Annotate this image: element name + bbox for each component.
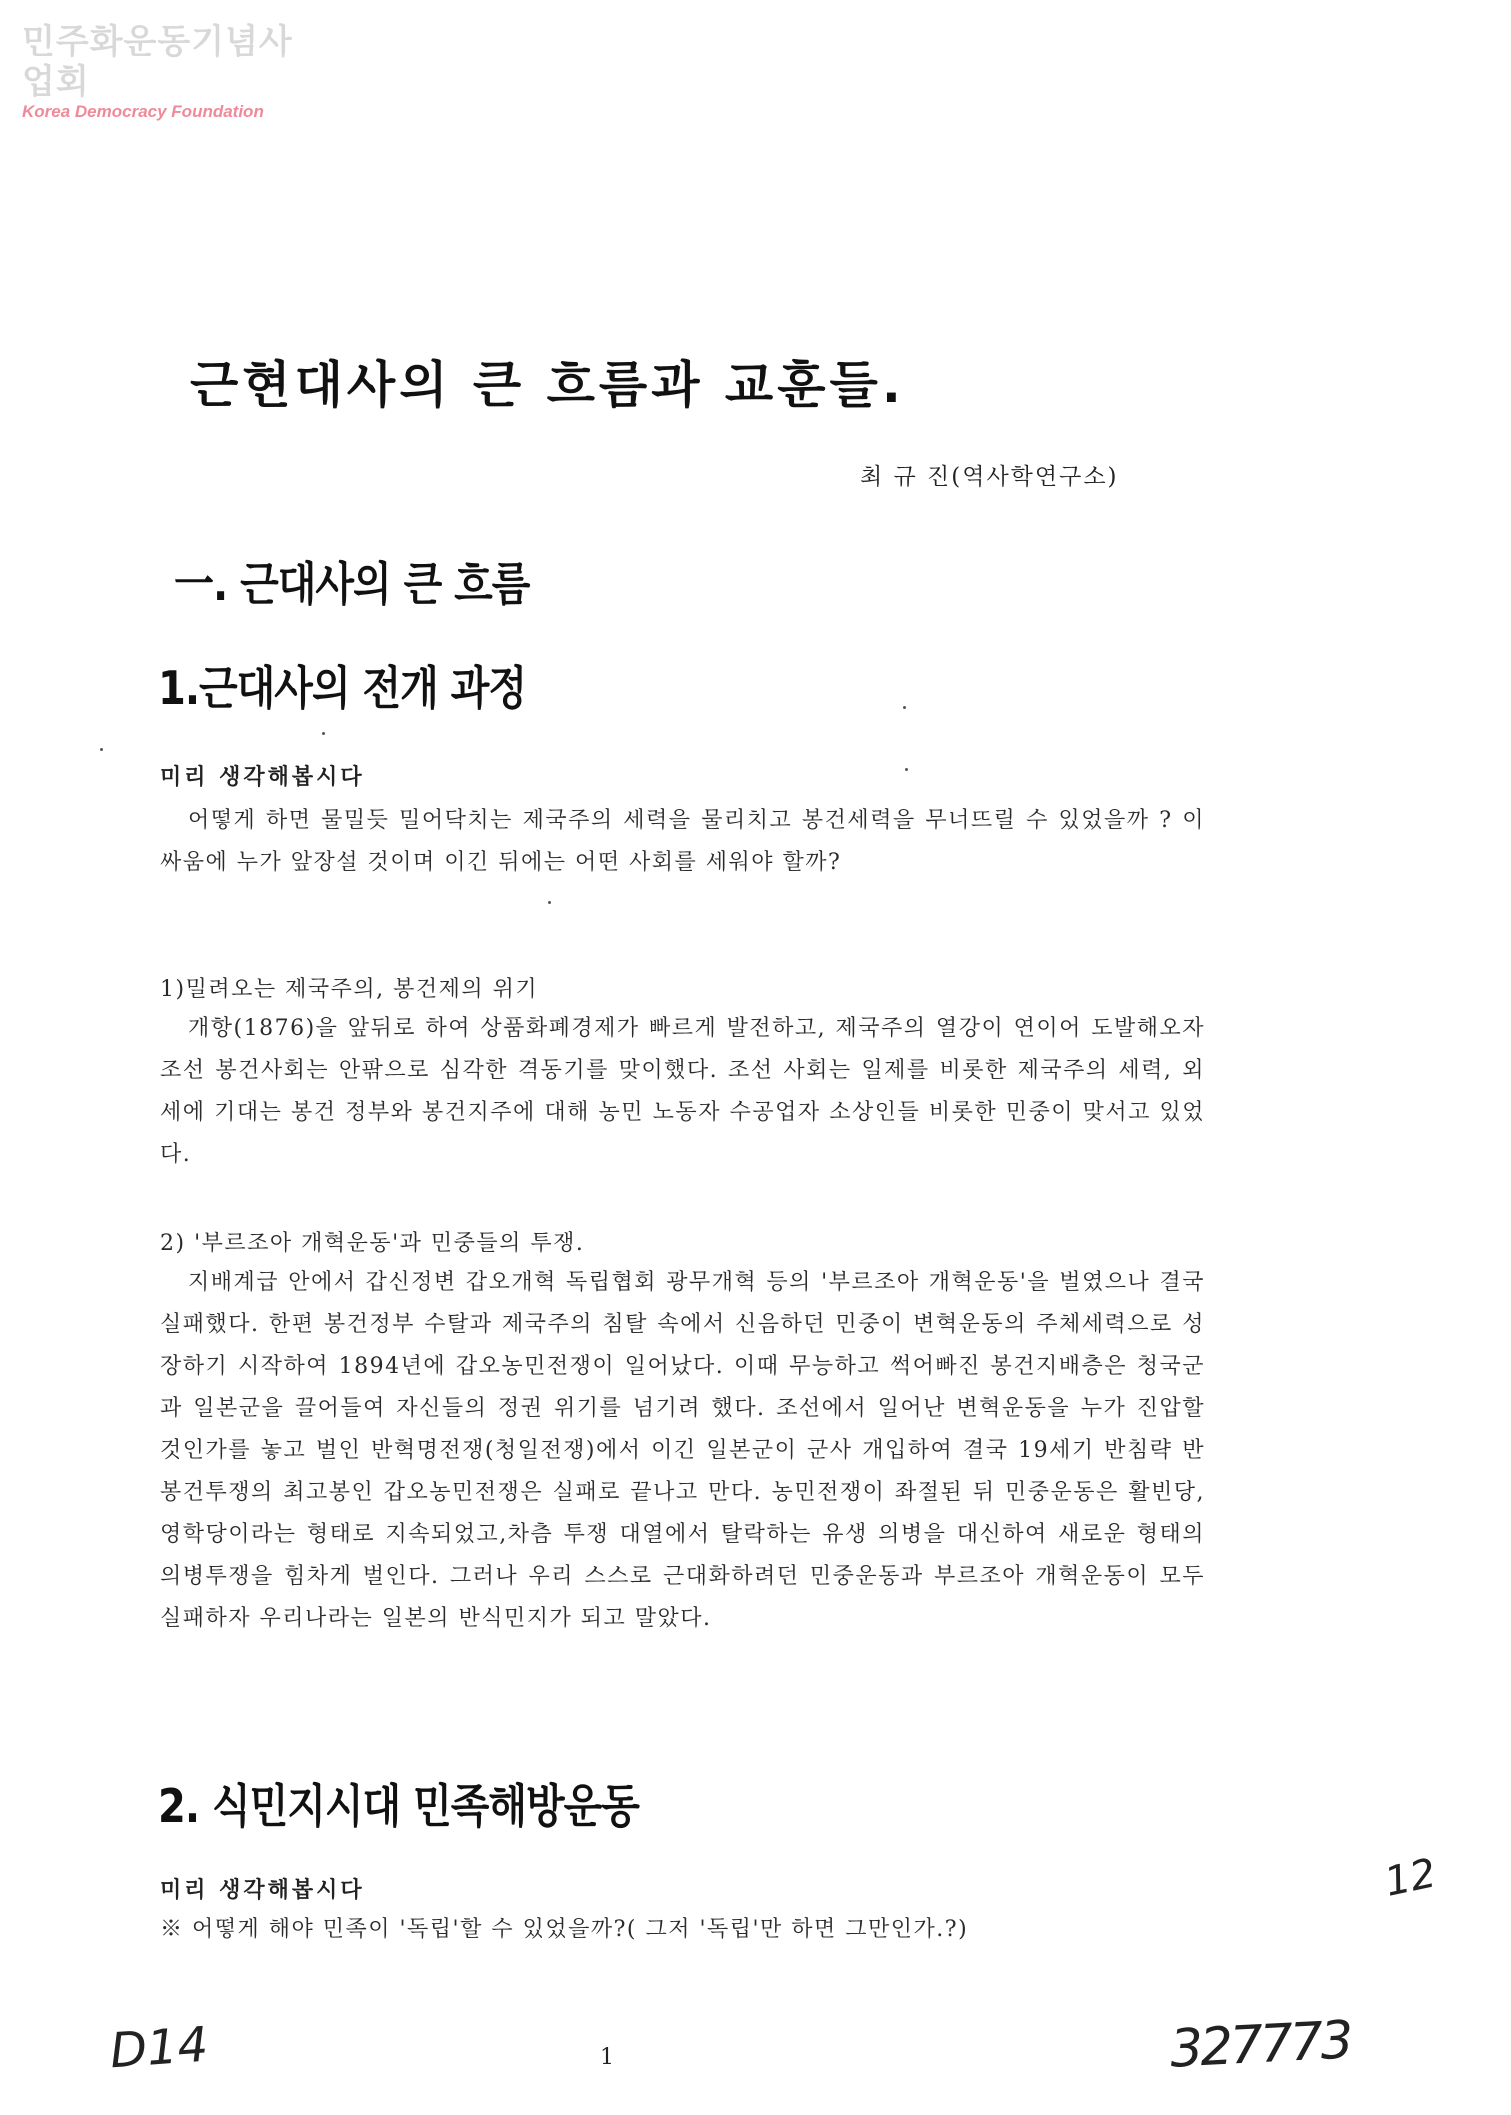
section-heading-1: 一. 근대사의 큰 흐름 (174, 558, 530, 612)
scan-speck (903, 706, 906, 709)
point-1-label: 1)밀려오는 제국주의, 봉건제의 위기 (160, 977, 539, 1002)
watermark-korean: 민주화운동기념사업회 (22, 22, 293, 102)
handwritten-code-right: 327773 (1168, 2010, 1352, 2080)
scan-speck (100, 748, 103, 751)
page-number: 1 (600, 2045, 614, 2070)
foundation-watermark (22, 22, 322, 122)
handwritten-code-left: D14 (108, 2016, 210, 2080)
subsection-heading-2: 2. 식민지시대 민족해방운동 (158, 1780, 639, 1834)
subsection-heading-1: 1.근대사의 전개 과정 (158, 662, 526, 716)
point-2-body: 지배계급 안에서 갑신정변 갑오개혁 독립협회 광무개혁 등의 '부르조아 개혁운동'을 벌였으나 결국 실패했다. 한편 봉건정부 수탈과 제국주의 침탈 속에서 신음하던 민중이 변혁운동의 주체세력으로 성장하기 시작하여 1894년에 갑오농민전쟁이 일어났다. 이때 무능하고 썩어빠진 봉건지배층은 청국군과 일본군을 끌어들여 자신들의 정권 위기를 넘기려 했다. 조선에서 일어난 변혁운동을 누가 진압할 것인가를 놓고 벌인 반혁명전쟁(청일전쟁)에서 이긴 일본군이 군사 개입하여 결국 19세기 반침략 반봉건투쟁의 최고봉인 갑오농민전쟁은 실패로 끝나고 만다. 농민전쟁이 좌절된 뒤 민중운동은 활빈당, 영학당이라는 형태로 지속되었고,차츰 투쟁 대열에서 탈락하는 유생 의병을 대신하여 새로운 형태의 의병투쟁을 힘차게 벌인다. 그러나 우리 스스로 근대화하려던 민중운동과 부르조아 개혁운동이 모두 실패하자 우리나라는 일본의 반식민지가 되고 말았다. (160, 1270, 1205, 1631)
author-line: 최 규 진(역사학연구소) (860, 464, 1119, 490)
think-ahead-label: 미리 생각해봅시다 (160, 765, 365, 790)
scan-speck (548, 901, 551, 904)
page-title: 근현대사의 큰 흐름과 교훈들. (190, 356, 905, 414)
think-ahead-label-2: 미리 생각해봅시다 (160, 1878, 365, 1903)
scan-speck (905, 768, 908, 771)
think-ahead-question-2: ※ 어떻게 해야 민족이 '독립'할 수 있었을까?( 그저 '독립'만 하면 그만인가.?) (160, 1917, 969, 1942)
handwritten-margin-note: 12 (1380, 1850, 1441, 1906)
point-1-body: 개항(1876)을 앞뒤로 하여 상품화폐경제가 빠르게 발전하고, 제국주의 열강이 연이어 도발해오자 조선 봉건사회는 안팎으로 심각한 격동기를 맞이했다. 조선 사회는 일제를 비롯한 제국주의 세력, 외세에 기대는 봉건 정부와 봉건지주에 대해 농민 노동자 수공업자 소상인들 비롯한 민중이 맞서고 있었다. (160, 1016, 1205, 1167)
point-2-label: 2) '부르조아 개혁운동'과 민중들의 투쟁. (160, 1231, 585, 1256)
scan-speck (322, 732, 325, 735)
think-ahead-text: 어떻게 하면 물밀듯 밀어닥치는 제국주의 세력을 물리치고 봉건세력을 무너뜨릴 수 있었을까 ? 이 싸움에 누가 앞장설 것이며 이긴 뒤에는 어떤 사회를 세워야 할까? (160, 808, 1205, 875)
watermark-english: Korea Democracy Foundation (22, 102, 264, 121)
